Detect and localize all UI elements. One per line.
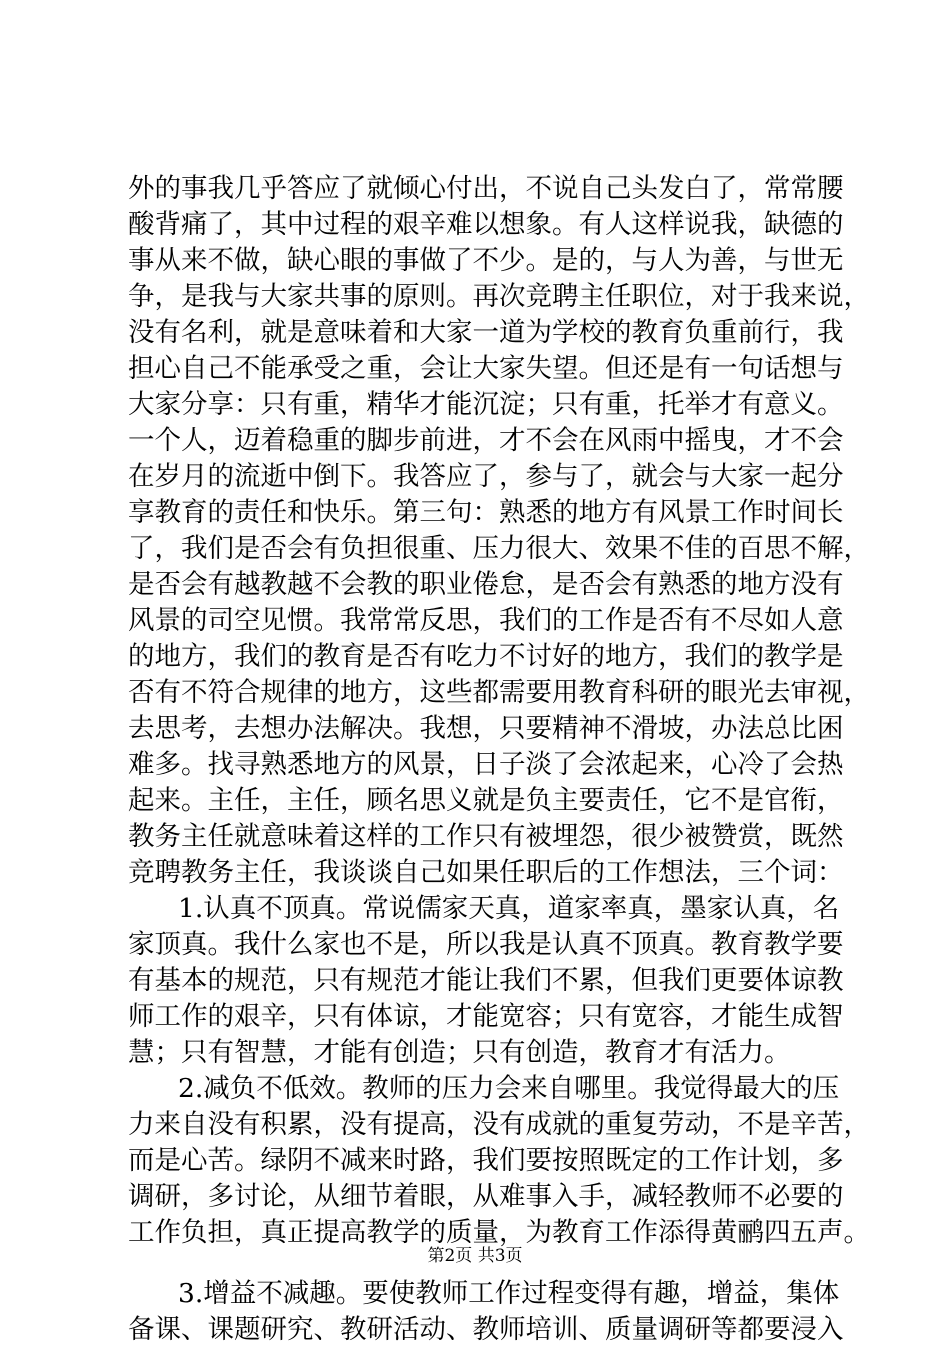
text-line: 酸背痛了，其中过程的艰辛难以想象。有人这样说我，缺德的 [128, 209, 844, 240]
text-line: 家顶真。我什么家也不是，所以我是认真不顶真。教育教学要 [128, 929, 844, 960]
text-line: 去思考，去想办法解决。我想，只要精神不滑坡，办法总比困 [128, 713, 844, 744]
text-line: 事从来不做，缺心眼的事做了不少。是的，与人为善，与世无 [128, 245, 844, 276]
list-item-heading-1: 1.认真不顶真。常说儒家天真，道家率真，墨家认真，名 [178, 893, 840, 924]
text-line: 争，是我与大家共事的原则。再次竞聘主任职位，对于我来说， [128, 281, 870, 312]
page-number-footer: 第2页 共3页 [427, 1246, 523, 1266]
text-line: 没有名利，就是意味着和大家一道为学校的教育负重前行，我 [128, 317, 844, 348]
text-line: 教务主任就意味着这样的工作只有被埋怨，很少被赞赏，既然 [128, 821, 844, 852]
text-line: 难多。找寻熟悉地方的风景，日子淡了会浓起来，心冷了会热 [128, 749, 844, 780]
text-line: 而是心苦。绿阴不减来时路，我们要按照既定的工作计划，多 [128, 1145, 844, 1176]
text-line: 了，我们是否会有负担很重、压力很大、效果不佳的百思不解， [128, 533, 870, 564]
text-line: 一个人，迈着稳重的脚步前进，才不会在风雨中摇曳，才不会 [128, 425, 844, 456]
text-line: 起来。主任，主任，顾名思义就是负主要责任，它不是官衔， [128, 785, 844, 816]
text-line: 否有不符合规律的地方，这些都需要用教育科研的眼光去审视， [128, 677, 870, 708]
text-line: 力来自没有积累，没有提高，没有成就的重复劳动，不是辛苦， [128, 1109, 870, 1140]
text-line: 竞聘教务主任，我谈谈自己如果任职后的工作想法，三个词： [128, 857, 844, 888]
text-line: 调研，多讨论，从细节着眼，从难事入手，减轻教师不必要的 [128, 1181, 844, 1212]
text-line: 是否会有越教越不会教的职业倦怠，是否会有熟悉的地方没有 [128, 569, 844, 600]
text-line: 在岁月的流逝中倒下。我答应了，参与了，就会与大家一起分 [128, 461, 844, 492]
text-line: 风景的司空见惯。我常常反思，我们的工作是否有不尽如人意 [128, 605, 844, 636]
text-line: 外的事我几乎答应了就倾心付出，不说自己头发白了，常常腰 [128, 173, 844, 204]
text-line: 工作负担，真正提高教学的质量，为教育工作添得黄鹂四五声。 [128, 1217, 870, 1248]
text-line: 备课、课题研究、教研活动、教师培训、质量调研等都要浸入 [128, 1314, 844, 1345]
text-line: 享教育的责任和快乐。第三句：熟悉的地方有风景工作时间长 [128, 497, 844, 528]
text-line: 有基本的规范，只有规范才能让我们不累，但我们更要体谅教 [128, 965, 844, 996]
text-line: 慧；只有智慧，才能有创造；只有创造，教育才有活力。 [128, 1037, 791, 1068]
text-line: 师工作的艰辛，只有体谅，才能宽容；只有宽容，才能生成智 [128, 1001, 844, 1032]
list-item-heading-2: 2.减负不低效。教师的压力会来自哪里。我觉得最大的压 [178, 1073, 840, 1104]
list-item-heading-3: 3.增益不减趣。要使教师工作过程变得有趣，增益，集体 [178, 1278, 840, 1309]
text-line: 大家分享：只有重，精华才能沉淀；只有重，托举才有意义。 [128, 389, 844, 420]
text-line: 的地方，我们的教育是否有吃力不讨好的地方，我们的教学是 [128, 641, 844, 672]
text-line: 担心自己不能承受之重，会让大家失望。但还是有一句话想与 [128, 353, 844, 384]
